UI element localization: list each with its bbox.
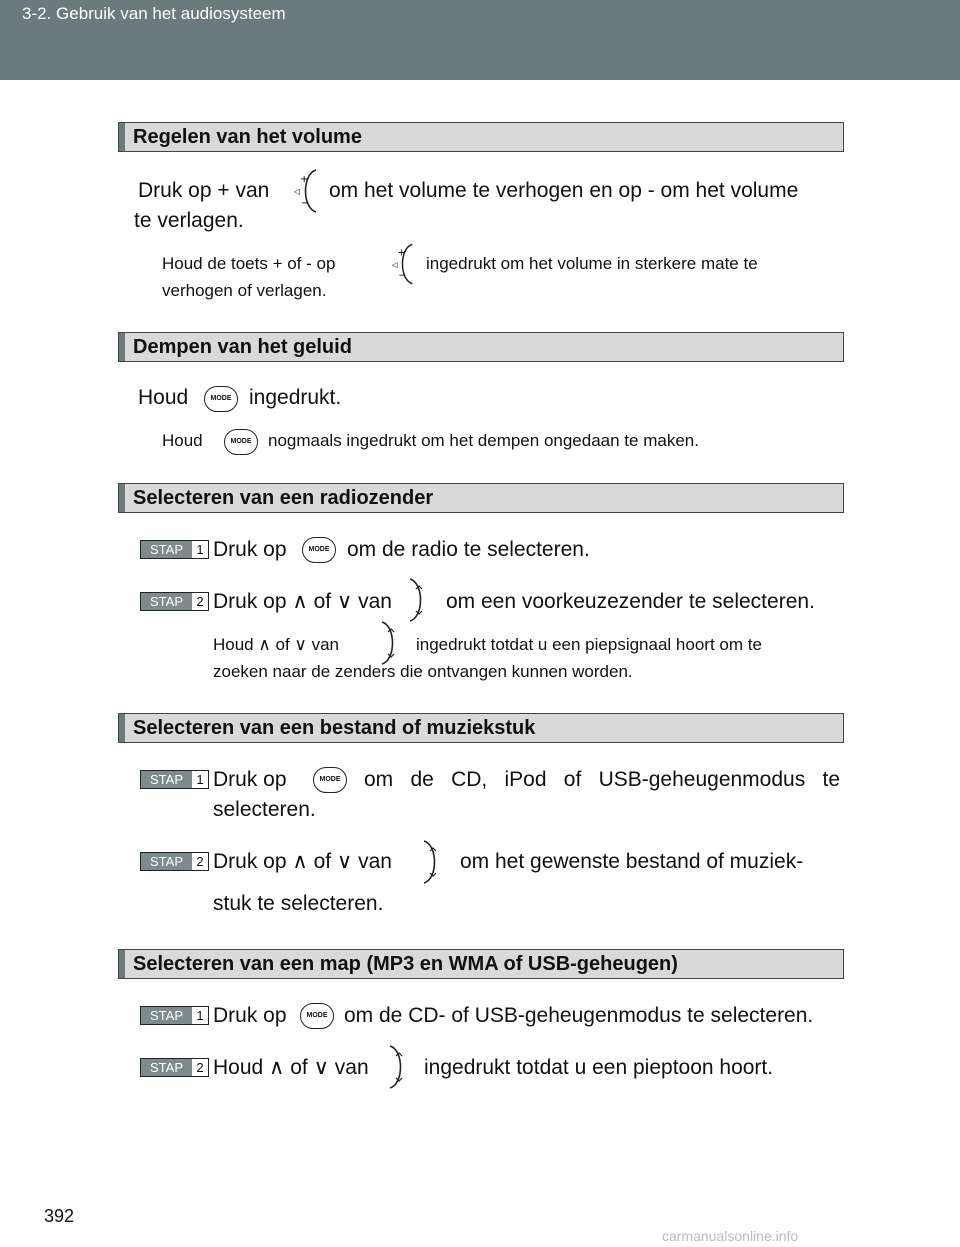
volume-text-1a: Druk op + van <box>138 179 270 202</box>
seek-switch-icon <box>406 577 436 623</box>
mode-button-icon: MODE <box>300 1003 334 1029</box>
volume-note-a: Houd de toets + of - op <box>162 254 336 273</box>
file-step2-a: Druk op ∧ of ∨ van <box>213 850 392 873</box>
radio-step1-b: om de radio te selecteren. <box>347 538 590 561</box>
watermark: carmanualsonline.info <box>662 1228 799 1244</box>
file-step1-c: selecteren. <box>213 798 316 821</box>
step-badge-1: STAP 1 <box>140 1006 209 1025</box>
volume-text-1b: om het volume te verhogen en op - om het volume <box>329 179 799 202</box>
seek-switch-icon <box>386 1044 416 1090</box>
seek-switch-icon <box>420 838 450 886</box>
volume-text-2: te verlagen. <box>134 209 244 232</box>
mute-text-b: ingedrukt. <box>249 386 342 409</box>
volume-switch-icon <box>388 242 416 286</box>
step-badge-1: STAP 1 <box>140 540 209 559</box>
radio-note-a: Houd ∧ of ∨ van <box>213 635 340 654</box>
section-title: Dempen van het geluid <box>133 336 352 358</box>
file-step1-b: om de CD, iPod of USB-geheugenmodus te <box>364 768 840 791</box>
section-heading-radio <box>118 483 844 513</box>
section-heading-mute <box>118 332 844 362</box>
section-title: Selecteren van een radiozender <box>133 487 434 509</box>
svg-text:◁: ◁ <box>294 187 301 196</box>
volume-switch-icon <box>290 168 320 214</box>
step-badge-1: STAP 1 <box>140 770 209 789</box>
mode-button-icon: MODE <box>302 537 336 563</box>
folder-step1-b: om de CD- of USB-geheugenmodus te selecteren. <box>344 1004 814 1027</box>
svg-text:◁: ◁ <box>391 259 398 269</box>
file-step2-b: om het gewenste bestand of muziek- <box>460 850 804 873</box>
step-badge-2: STAP 2 <box>140 852 209 871</box>
folder-step2-b: ingedrukt totdat u een pieptoon hoort. <box>424 1056 774 1079</box>
volume-note-c: verhogen of verlagen. <box>162 281 327 300</box>
mute-note-b: nogmaals ingedrukt om het dempen ongedaan te maken. <box>268 431 699 450</box>
section-title: Selecteren van een map (MP3 en WMA of USB-geheugen) <box>133 953 678 975</box>
radio-step2-b: om een voorkeuzezender te selecteren. <box>446 590 815 613</box>
volume-note-b: ingedrukt om het volume in sterkere mate te <box>426 254 758 273</box>
mute-note-a: Houd <box>162 431 203 450</box>
svg-text:+: + <box>397 247 406 259</box>
section-title: Regelen van het volume <box>133 126 362 148</box>
mode-button-icon: MODE <box>204 386 238 412</box>
page-number: 392 <box>44 1206 75 1226</box>
chapter-title: 3-2. Gebruik van het audiosysteem <box>22 4 286 23</box>
mode-button-icon: MODE <box>224 429 258 455</box>
folder-step1-a: Druk op <box>213 1004 287 1027</box>
radio-step2-a: Druk op ∧ of ∨ van <box>213 590 392 613</box>
section-heading-volume <box>118 122 844 152</box>
radio-note-c: zoeken naar de zenders die ontvangen kunnen worden. <box>213 662 633 681</box>
svg-text:+: + <box>300 174 309 185</box>
file-step1-a: Druk op <box>213 768 287 791</box>
radio-step1-a: Druk op <box>213 538 287 561</box>
step-badge-2: STAP 2 <box>140 1058 209 1077</box>
mode-button-icon: MODE <box>313 767 347 793</box>
svg-text:−: − <box>301 198 310 209</box>
step-badge-2: STAP 2 <box>140 592 209 611</box>
section-heading-folder <box>118 949 844 979</box>
folder-step2-a: Houd ∧ of ∨ van <box>213 1056 369 1079</box>
chapter-header <box>0 0 960 80</box>
section-title: Selecteren van een bestand of muziekstuk <box>133 717 536 739</box>
mute-text-a: Houd <box>138 386 189 409</box>
svg-text:−: − <box>398 270 407 281</box>
radio-note-b: ingedrukt totdat u een piepsignaal hoort om te <box>416 635 762 654</box>
file-step2-c: stuk te selecteren. <box>213 892 384 915</box>
section-heading-file <box>118 713 844 743</box>
